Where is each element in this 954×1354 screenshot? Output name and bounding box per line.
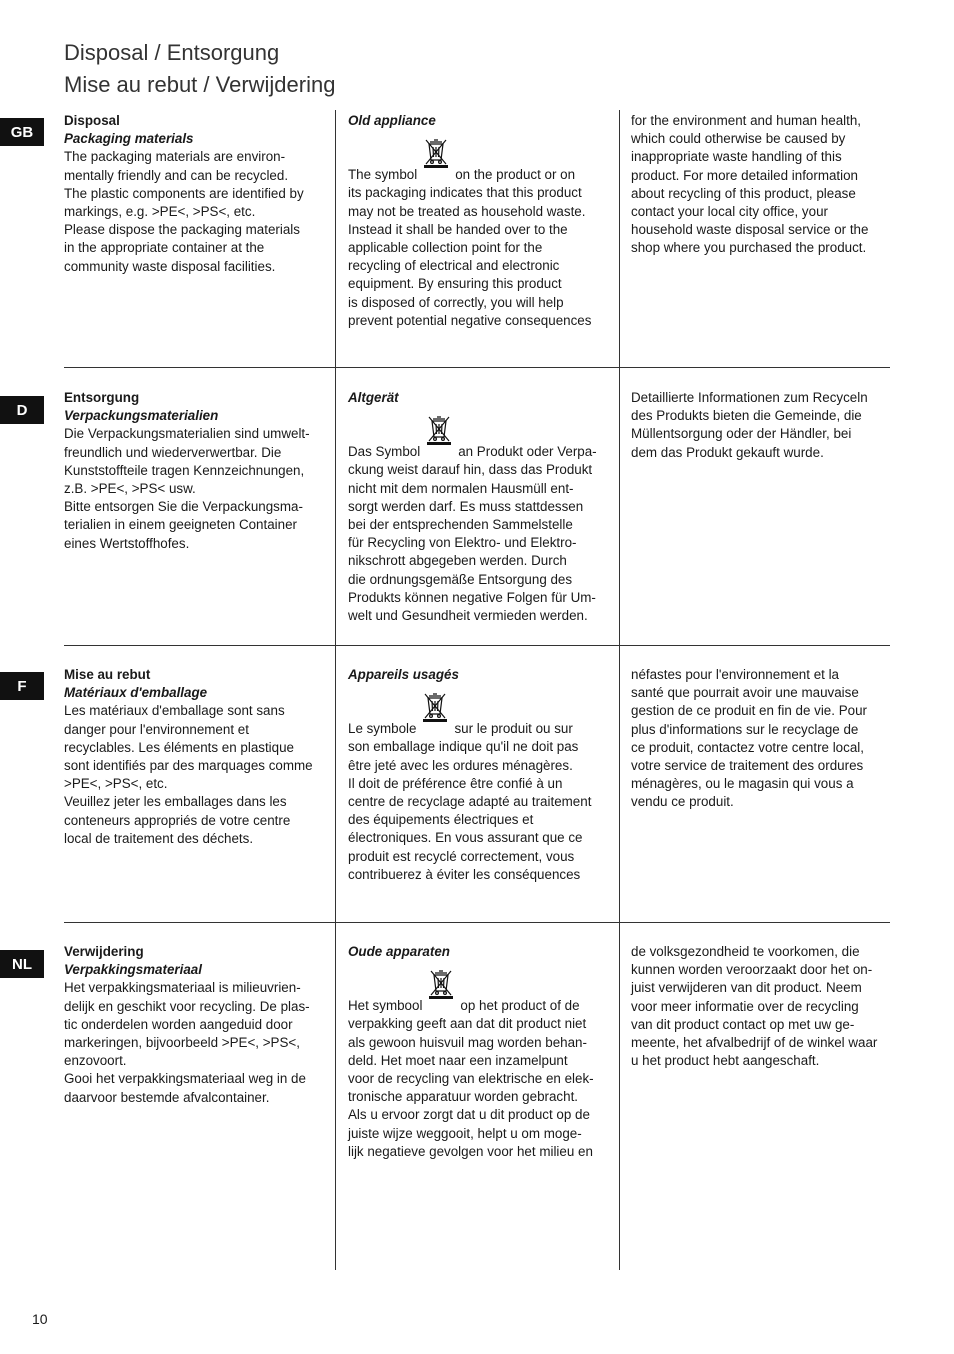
text-line: Detaillierte Informationen zum Recyceln [631, 390, 868, 405]
text-line: électroniques. En vous assurant que ce [348, 830, 583, 846]
text-line: centre de recyclage adapté au traitement [348, 794, 592, 810]
text-line: des Produkts bieten die Gemeinde, die [631, 408, 862, 424]
text-line: votre service de traitement des ordures [631, 758, 864, 774]
icon-gap [416, 720, 454, 738]
text-line: die ordnungsgemäße Entsorgung des [348, 571, 573, 587]
text-line: Les matériaux d'emballage sont sans [64, 703, 285, 719]
text-line: Kunststoffteile tragen Kennzeichnungen, [64, 462, 305, 478]
text-line: lijk negatieve gevolgen voor het milieu en [348, 1143, 593, 1159]
packaging-column [64, 666, 326, 848]
text-line: van dit product contact op met uw ge- [631, 1016, 855, 1032]
text-line: verpakking geeft aan dat dit product niet [348, 1016, 587, 1032]
text-line: des équipements électriques et [348, 812, 534, 828]
old-appliance-heading: Appareils usagés [348, 667, 459, 682]
language-tab-d: D [0, 396, 44, 424]
text-line: recycling of electrical and electronic [348, 258, 560, 274]
text-line: mentally friendly and can be recycled. [64, 167, 289, 183]
text-line: sorgt werden darf. Es muss stattdessen [348, 498, 584, 514]
text-line: voor de recycling van elektrische en elek- [348, 1071, 594, 1087]
text-line: Het verpakkingsmateriaal is milieuvrien- [64, 980, 301, 996]
text-line: être jeté avec les ordures ménagères. [348, 757, 573, 773]
symbol-spacer [348, 407, 610, 443]
symbol-spacer [348, 684, 610, 720]
text-line: contribuerez à éviter les conséquences [348, 866, 581, 882]
packaging-column [64, 389, 326, 553]
symbol-text-after: on the product or on [455, 167, 576, 183]
text-line: danger pour l'environnement et [64, 721, 249, 737]
crossed-out-wheelie-bin-icon [422, 690, 448, 720]
text-line: contact your local city office, your [631, 204, 828, 220]
language-tab-f: F [0, 672, 44, 700]
text-line: Please dispose the packaging materials [64, 222, 300, 238]
old-appliance-column [348, 666, 610, 884]
continuation-column [631, 389, 891, 462]
symbol-sentence [348, 166, 610, 184]
text-line: terialien in einem geeigneten Container [64, 517, 298, 533]
symbol-sentence [348, 720, 610, 738]
continuation-column [631, 112, 891, 258]
text-line: santé que pourrait avoir une mauvaise [631, 685, 859, 701]
text-line: inappropriate waste handling of this [631, 149, 842, 165]
section-divider [64, 645, 890, 646]
text-line: Instead it shall be handed over to the [348, 221, 568, 237]
text-line: kunnen worden veroorzaakt door het on- [631, 962, 873, 978]
symbol-sentence [348, 997, 610, 1015]
text-line: juist verwijderen van dit product. Neem [631, 980, 862, 996]
text-line: deld. Het moet naar een inzamelpunt [348, 1052, 568, 1068]
text-line: in the appropriate container at the [64, 240, 265, 256]
text-line: product. For more detailed information [631, 167, 859, 183]
old-appliance-heading: Oude apparaten [348, 944, 450, 959]
text-line: son emballage indique qu'il ne doit pas [348, 739, 579, 755]
text-line: Müllentsorgung oder der Händler, bei [631, 426, 852, 442]
text-line: its packaging indicates that this product [348, 185, 582, 201]
text-line: voor meer informatie over de recycling [631, 998, 859, 1014]
text-line: produit est recyclé correctement, vous [348, 848, 575, 864]
symbol-sentence [348, 443, 610, 461]
symbol-text-after: op het product of de [460, 998, 580, 1014]
section-heading: Verwijdering [64, 944, 144, 959]
language-tab-gb: GB [0, 118, 44, 146]
text-line: meente, het afvalbedrijf of de winkel waar [631, 1035, 878, 1051]
old-appliance-column [348, 389, 610, 625]
symbol-spacer [348, 961, 610, 997]
text-line: u het product hebt aangeschaft. [631, 1053, 820, 1069]
text-line: local de traitement des déchets. [64, 830, 254, 846]
symbol-text-before: The symbol [348, 167, 418, 183]
text-line: néfastes pour l'environnement et la [631, 667, 840, 682]
continuation-column [631, 666, 891, 812]
text-line: freundlich und wiederverwertbar. Die [64, 444, 282, 460]
text-line: prevent potential negative consequences [348, 312, 592, 328]
text-line: eines Wertstoffhofes. [64, 535, 190, 551]
text-line: juiste wijze weggooit, helpt u om moge- [348, 1125, 582, 1141]
section-subheading: Matériaux d'emballage [64, 685, 208, 701]
old-appliance-column [348, 112, 610, 330]
text-line: für Recycling von Elektro- und Elektro- [348, 535, 577, 551]
text-line: nicht mit dem normalen Hausmüll ent- [348, 480, 574, 496]
column-divider-2 [619, 110, 620, 1270]
text-line: delijk en geschikt voor recycling. De plas- [64, 998, 310, 1014]
text-line: may not be treated as household waste. [348, 203, 586, 219]
text-line: markeringen, bijvoorbeeld >PE<, >PS<, [64, 1035, 300, 1051]
text-line: Veuillez jeter les emballages dans les [64, 794, 287, 810]
section-heading: Mise au rebut [64, 667, 151, 682]
text-line: ckung weist darauf hin, dass das Produkt [348, 462, 593, 478]
crossed-out-wheelie-bin-icon [426, 413, 452, 443]
symbol-spacer [348, 130, 610, 166]
text-line: plus d'informations sur le recyclage de [631, 721, 859, 737]
text-line: ce produit, contactez votre centre local, [631, 739, 864, 755]
old-appliance-column [348, 943, 610, 1161]
continuation-column [631, 943, 891, 1070]
text-line: is disposed of correctly, you will help [348, 294, 564, 310]
packaging-column [64, 943, 326, 1107]
page-number: 10 [32, 1311, 48, 1327]
text-line: The packaging materials are environ- [64, 149, 286, 165]
old-appliance-heading: Old appliance [348, 113, 436, 128]
symbol-text-after: an Produkt oder Verpa- [458, 444, 597, 460]
section-divider [64, 922, 890, 923]
section-heading: Entsorgung [64, 390, 140, 405]
text-line: Bitte entsorgen Sie die Verpackungsma- [64, 499, 303, 515]
icon-gap [417, 166, 455, 184]
language-tab-nl: NL [0, 950, 44, 978]
section-heading: Disposal [64, 113, 120, 128]
text-line: shop where you purchased the product. [631, 240, 867, 256]
text-line: nikschrott abgegeben werden. Durch [348, 553, 567, 569]
text-line: Gooi het verpakkingsmateriaal weg in de [64, 1071, 306, 1087]
text-line: household waste disposal service or the [631, 222, 869, 238]
page-title-line1: Disposal / Entsorgung [64, 40, 280, 65]
symbol-text-before: Das Symbol [348, 444, 421, 460]
section-subheading: Packaging materials [64, 131, 194, 147]
column-divider-1 [335, 110, 336, 1270]
symbol-text-after: sur le produit ou sur [454, 721, 573, 737]
text-line: Als u ervoor zorgt dat u dit product op de [348, 1107, 590, 1123]
text-line: als gewoon huisvuil mag worden behan- [348, 1034, 587, 1050]
packaging-column [64, 112, 326, 276]
text-line: de volksgezondheid te voorkomen, die [631, 944, 860, 959]
text-line: welt und Gesundheit vermieden werden. [348, 608, 588, 624]
crossed-out-wheelie-bin-icon [423, 136, 449, 166]
text-line: >PE<, >PS<, etc. [64, 776, 168, 792]
text-line: community waste disposal facilities. [64, 258, 276, 274]
text-line: gestion de ce produit en fin de vie. Pour [631, 703, 867, 719]
text-line: z.B. >PE<, >PS< usw. [64, 481, 196, 497]
text-line: bei der entsprechenden Sammelstelle [348, 517, 573, 533]
text-line: tronische apparatuur worden gebracht. [348, 1089, 579, 1105]
text-line: Die Verpackungsmaterialien sind umwelt- [64, 426, 310, 442]
section-subheading: Verpakkingsmateriaal [64, 962, 202, 978]
text-line: equipment. By ensuring this product [348, 276, 562, 292]
text-line: applicable collection point for the [348, 240, 543, 256]
text-line: markings, e.g. >PE<, >PS<, etc. [64, 204, 256, 220]
text-line: conteneurs appropriés de votre centre [64, 812, 291, 828]
text-line: about recycling of this product, please [631, 185, 856, 201]
crossed-out-wheelie-bin-icon [428, 967, 454, 997]
text-line: ménagères, ou le magasin qui vous a [631, 776, 854, 792]
icon-gap [420, 443, 458, 461]
text-line: for the environment and human health, [631, 113, 862, 128]
section-divider [64, 367, 890, 368]
text-line: dem das Produkt gekauft wurde. [631, 444, 824, 460]
text-line: sont identifiés par des marquages comme [64, 758, 313, 774]
text-line: The plastic components are identified by [64, 185, 304, 201]
text-line: tic onderdelen worden aangeduid door [64, 1016, 293, 1032]
section-subheading: Verpackungsmaterialien [64, 408, 219, 424]
text-line: Produkts können negative Folgen für Um- [348, 589, 596, 605]
text-line: daarvoor bestemde afvalcontainer. [64, 1089, 270, 1105]
icon-gap [422, 997, 460, 1015]
text-line: enzovoort. [64, 1053, 127, 1069]
symbol-text-before: Het symbool [348, 998, 423, 1014]
text-line: recyclables. Les éléments en plastique [64, 739, 295, 755]
text-line: Il doit de préférence être confié à un [348, 775, 563, 791]
page-title-line2: Mise au rebut / Verwijdering [64, 72, 336, 97]
text-line: vendu ce produit. [631, 794, 734, 810]
symbol-text-before: Le symbole [348, 721, 417, 737]
text-line: which could otherwise be caused by [631, 131, 846, 147]
old-appliance-heading: Altgerät [348, 390, 399, 405]
